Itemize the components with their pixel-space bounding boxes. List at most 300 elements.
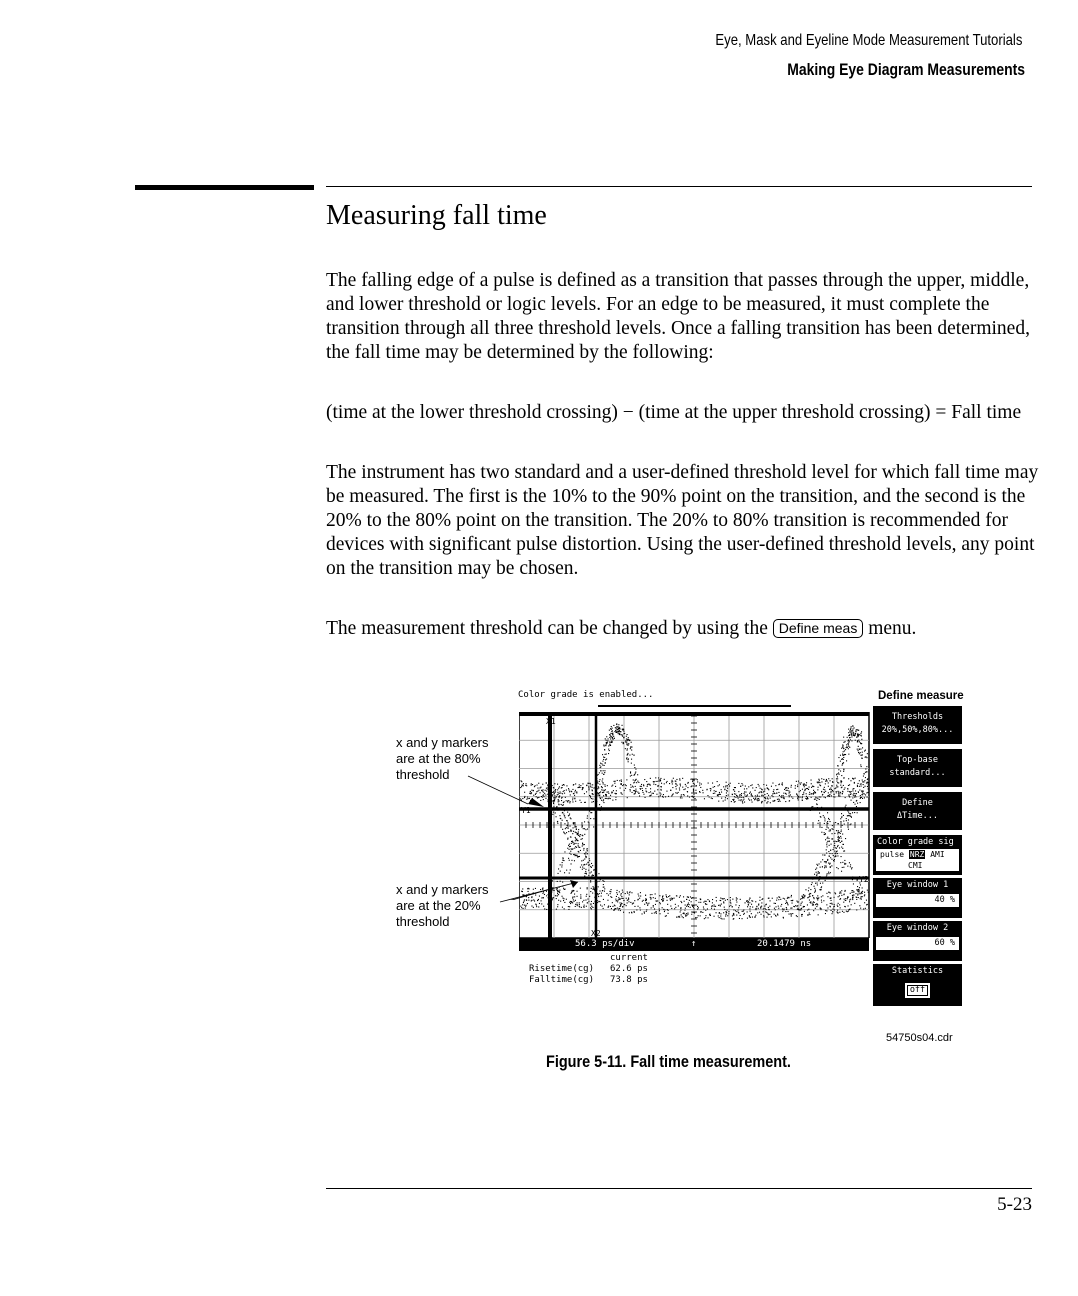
waveform-sample (579, 856, 580, 857)
waveform-sample (740, 794, 741, 795)
waveform-sample (562, 797, 563, 798)
waveform-sample (619, 780, 620, 781)
waveform-sample (618, 897, 619, 898)
waveform-sample (603, 790, 604, 791)
softkey-label: Color grade sig (877, 837, 954, 847)
waveform-sample (789, 793, 790, 794)
waveform-sample (756, 906, 757, 907)
waveform-sample (859, 734, 860, 735)
waveform-sample (616, 793, 617, 794)
waveform-sample (608, 906, 609, 907)
waveform-sample (553, 791, 554, 792)
waveform-sample (685, 908, 686, 909)
waveform-sample (854, 903, 855, 904)
waveform-sample (566, 832, 567, 833)
waveform-sample (611, 736, 612, 737)
waveform-sample (566, 800, 567, 801)
waveform-sample (603, 792, 604, 793)
waveform-sample (671, 781, 672, 782)
waveform-sample (862, 798, 863, 799)
waveform-sample (608, 791, 609, 792)
waveform-sample (835, 841, 836, 842)
waveform-sample (663, 898, 664, 899)
waveform-sample (836, 778, 837, 779)
waveform-sample (829, 794, 830, 795)
waveform-sample (619, 734, 620, 735)
waveform-sample (714, 793, 715, 794)
waveform-sample (804, 783, 805, 784)
waveform-sample (850, 866, 851, 867)
waveform-sample (833, 796, 834, 797)
waveform-sample (864, 894, 865, 895)
waveform-sample (635, 789, 636, 790)
waveform-sample (772, 898, 773, 899)
waveform-sample (865, 772, 866, 773)
waveform-sample (778, 906, 779, 907)
waveform-sample (740, 915, 741, 916)
waveform-sample (730, 902, 731, 903)
waveform-sample (653, 784, 654, 785)
waveform-sample (822, 866, 823, 867)
waveform-sample (862, 754, 863, 755)
waveform-sample (651, 795, 652, 796)
waveform-sample (589, 860, 590, 861)
waveform-sample (841, 847, 842, 848)
waveform-sample (846, 818, 847, 819)
waveform-sample (605, 745, 606, 746)
waveform-sample (623, 742, 624, 743)
waveform-sample (571, 860, 572, 861)
waveform-sample (847, 788, 848, 789)
waveform-sample (572, 842, 573, 843)
waveform-sample (836, 792, 837, 793)
waveform-sample (807, 915, 808, 916)
waveform-sample (696, 793, 697, 794)
waveform-sample (824, 865, 825, 866)
waveform-sample (690, 907, 691, 908)
waveform-sample (706, 901, 707, 902)
waveform-sample (557, 789, 558, 790)
waveform-sample (599, 772, 600, 773)
waveform-sample (631, 775, 632, 776)
waveform-sample (839, 899, 840, 900)
waveform-sample (578, 831, 579, 832)
waveform-sample (843, 748, 844, 749)
eye-window-2-softkey[interactable] (873, 921, 962, 961)
waveform-sample (747, 911, 748, 912)
waveform-sample (700, 915, 701, 916)
waveform-sample (832, 838, 833, 839)
option-nrz-selected[interactable]: NRZ (909, 850, 925, 859)
waveform-sample (851, 726, 852, 727)
waveform-sample (843, 778, 844, 779)
annotation-line: threshold (396, 914, 450, 929)
waveform-sample (748, 904, 749, 905)
waveform-sample (758, 908, 759, 909)
waveform-sample (741, 797, 742, 798)
waveform-sample (839, 847, 840, 848)
annotation-line: x and y markers (396, 882, 489, 897)
waveform-sample (844, 860, 845, 861)
waveform-sample (800, 905, 801, 906)
waveform-sample (850, 864, 851, 865)
waveform-sample (821, 900, 822, 901)
waveform-sample (828, 827, 829, 828)
waveform-sample (764, 917, 765, 918)
waveform-sample (662, 796, 663, 797)
waveform-sample (777, 789, 778, 790)
waveform-sample (866, 771, 867, 772)
waveform-sample (807, 798, 808, 799)
waveform-sample (845, 838, 846, 839)
waveform-sample (813, 901, 814, 902)
waveform-sample (832, 833, 833, 834)
waveform-sample (620, 899, 621, 900)
waveform-sample (852, 892, 853, 893)
waveform-sample (568, 815, 569, 816)
waveform-sample (687, 783, 688, 784)
waveform-sample (857, 803, 858, 804)
waveform-sample (847, 791, 848, 792)
waveform-sample (722, 918, 723, 919)
waveform-sample (828, 873, 829, 874)
waveform-sample (837, 906, 838, 907)
waveform-sample (628, 758, 629, 759)
waveform-sample (826, 893, 827, 894)
waveform-sample (838, 772, 839, 773)
waveform-sample (604, 772, 605, 773)
waveform-sample (681, 902, 682, 903)
waveform-sample (770, 798, 771, 799)
waveform-sample (853, 883, 854, 884)
waveform-sample (770, 900, 771, 901)
waveform-sample (847, 866, 848, 867)
thresholds-softkey[interactable] (873, 706, 962, 744)
waveform-sample (606, 759, 607, 760)
waveform-sample (694, 784, 695, 785)
waveform-sample (836, 785, 837, 786)
waveform-sample (846, 746, 847, 747)
waveform-sample (631, 763, 632, 764)
waveform-sample (796, 781, 797, 782)
waveform-sample (655, 784, 656, 785)
waveform-sample (777, 915, 778, 916)
waveform-sample (703, 907, 704, 908)
waveform-sample (791, 914, 792, 915)
waveform-sample (811, 793, 812, 794)
waveform-sample (855, 733, 856, 734)
waveform-sample (748, 798, 749, 799)
waveform-sample (860, 784, 861, 785)
waveform-sample (568, 845, 569, 846)
waveform-sample (580, 850, 581, 851)
waveform-sample (834, 851, 835, 852)
waveform-sample (848, 732, 849, 733)
waveform-sample (625, 748, 626, 749)
waveform-sample (589, 788, 590, 789)
waveform-sample (682, 787, 683, 788)
waveform-sample (680, 910, 681, 911)
waveform-sample (721, 789, 722, 790)
waveform-sample (686, 899, 687, 900)
waveform-sample (708, 917, 709, 918)
waveform-sample (846, 911, 847, 912)
waveform-sample (822, 794, 823, 795)
waveform-sample (839, 796, 840, 797)
color-grade-signal-softkey[interactable] (873, 835, 962, 875)
waveform-sample (615, 899, 616, 900)
waveform-sample (698, 907, 699, 908)
waveform-sample (616, 732, 617, 733)
waveform-sample (647, 904, 648, 905)
waveform-sample (630, 902, 631, 903)
waveform-sample (697, 909, 698, 910)
waveform-sample (767, 917, 768, 918)
waveform-sample (851, 740, 852, 741)
waveform-sample (831, 789, 832, 790)
option-ami[interactable]: AMI (930, 850, 945, 859)
waveform-sample (629, 892, 630, 893)
waveform-sample (650, 894, 651, 895)
waveform-sample (562, 805, 563, 806)
waveform-sample (860, 893, 861, 894)
waveform-sample (719, 905, 720, 906)
waveform-sample (855, 893, 856, 894)
waveform-sample (726, 914, 727, 915)
waveform-sample (611, 908, 612, 909)
waveform-sample (616, 896, 617, 897)
waveform-sample (798, 799, 799, 800)
waveform-sample (582, 826, 583, 827)
waveform-sample (760, 788, 761, 789)
waveform-sample (588, 786, 589, 787)
waveform-sample (736, 902, 737, 903)
waveform-sample (741, 793, 742, 794)
waveform-sample (609, 750, 610, 751)
waveform-sample (569, 814, 570, 815)
waveform-sample (778, 908, 779, 909)
waveform-sample (841, 831, 842, 832)
waveform-sample (860, 908, 861, 909)
annotation-line: are at the 20% (396, 898, 481, 913)
waveform-sample (681, 914, 682, 915)
waveform-sample (813, 794, 814, 795)
waveform-sample (572, 799, 573, 800)
waveform-sample (610, 795, 611, 796)
waveform-sample (826, 779, 827, 780)
waveform-sample (749, 908, 750, 909)
waveform-sample (641, 784, 642, 785)
waveform-sample (624, 790, 625, 791)
waveform-sample (586, 864, 587, 865)
waveform-sample (721, 792, 722, 793)
waveform-sample (733, 789, 734, 790)
waveform-sample (565, 828, 566, 829)
waveform-sample (768, 914, 769, 915)
waveform-sample (584, 834, 585, 835)
waveform-sample (773, 791, 774, 792)
option-pulse[interactable]: pulse (880, 850, 905, 859)
waveform-sample (561, 866, 562, 867)
waveform-sample (814, 791, 815, 792)
waveform-sample (735, 910, 736, 911)
waveform-sample (743, 914, 744, 915)
waveform-sample (857, 812, 858, 813)
waveform-sample (734, 787, 735, 788)
waveform-sample (837, 833, 838, 834)
waveform-sample (672, 781, 673, 782)
waveform-sample (615, 797, 616, 798)
waveform-sample (687, 914, 688, 915)
waveform-sample (693, 790, 694, 791)
waveform-sample (712, 783, 713, 784)
waveform-sample (680, 895, 681, 896)
top-base-softkey[interactable] (873, 749, 962, 787)
waveform-sample (758, 905, 759, 906)
waveform-sample (663, 909, 664, 910)
waveform-sample (730, 897, 731, 898)
waveform-sample (613, 790, 614, 791)
waveform-sample (750, 911, 751, 912)
waveform-sample (776, 906, 777, 907)
waveform-sample (607, 740, 608, 741)
waveform-sample (860, 797, 861, 798)
waveform-sample (727, 785, 728, 786)
waveform-sample (833, 855, 834, 856)
waveform-sample (699, 783, 700, 784)
waveform-sample (582, 783, 583, 784)
statistics-softkey[interactable] (873, 964, 962, 1006)
waveform-sample (574, 848, 575, 849)
waveform-sample (841, 759, 842, 760)
waveform-sample (831, 791, 832, 792)
waveform-sample (562, 865, 563, 866)
waveform-sample (867, 792, 868, 793)
waveform-sample (791, 908, 792, 909)
waveform-sample (791, 895, 792, 896)
waveform-sample (657, 786, 658, 787)
waveform-sample (841, 838, 842, 839)
waveform-sample (683, 789, 684, 790)
waveform-sample (662, 895, 663, 896)
waveform-sample (677, 785, 678, 786)
waveform-sample (804, 911, 805, 912)
waveform-sample (841, 775, 842, 776)
waveform-sample (830, 829, 831, 830)
waveform-sample (653, 897, 654, 898)
waveform-sample (680, 784, 681, 785)
waveform-sample (845, 754, 846, 755)
waveform-sample (716, 791, 717, 792)
waveform-sample (691, 898, 692, 899)
waveform-sample (698, 902, 699, 903)
waveform-sample (562, 860, 563, 861)
waveform-sample (580, 785, 581, 786)
waveform-sample (689, 797, 690, 798)
waveform-sample (613, 725, 614, 726)
waveform-sample (862, 887, 863, 888)
waveform-sample (573, 831, 574, 832)
waveform-sample (661, 786, 662, 787)
waveform-sample (568, 858, 569, 859)
waveform-sample (817, 865, 818, 866)
waveform-sample (752, 901, 753, 902)
waveform-sample (666, 897, 667, 898)
waveform-sample (626, 740, 627, 741)
waveform-sample (764, 797, 765, 798)
waveform-sample (830, 863, 831, 864)
waveform-sample (696, 900, 697, 901)
waveform-sample (804, 895, 805, 896)
waveform-sample (585, 869, 586, 870)
waveform-sample (775, 903, 776, 904)
waveform-sample (852, 797, 853, 798)
define-delta-time-softkey[interactable] (873, 792, 962, 830)
waveform-sample (583, 850, 584, 851)
waveform-sample (615, 799, 616, 800)
waveform-sample (725, 800, 726, 801)
waveform-sample (730, 900, 731, 901)
eye-window-1-softkey[interactable] (873, 878, 962, 918)
waveform-sample (841, 856, 842, 857)
annotation-line: x and y markers (396, 735, 489, 750)
waveform-sample (568, 800, 569, 801)
waveform-sample (838, 791, 839, 792)
waveform-sample (620, 904, 621, 905)
waveform-sample (856, 909, 857, 910)
waveform-sample (834, 859, 835, 860)
waveform-sample (848, 785, 849, 786)
waveform-sample (678, 905, 679, 906)
waveform-sample (839, 837, 840, 838)
measurement-column-header: current (610, 953, 648, 963)
waveform-sample (573, 823, 574, 824)
waveform-sample (624, 904, 625, 905)
waveform-sample (563, 814, 564, 815)
waveform-sample (650, 791, 651, 792)
waveform-sample (679, 780, 680, 781)
waveform-sample (831, 865, 832, 866)
waveform-sample (787, 898, 788, 899)
waveform-sample (696, 917, 697, 918)
option-cmi[interactable]: CMI (908, 861, 923, 870)
waveform-sample (602, 773, 603, 774)
waveform-sample (712, 899, 713, 900)
waveform-sample (602, 778, 603, 779)
waveform-sample (863, 793, 864, 794)
waveform-sample (749, 800, 750, 801)
waveform-sample (847, 911, 848, 912)
waveform-sample (690, 896, 691, 897)
waveform-sample (749, 916, 750, 917)
waveform-sample (782, 782, 783, 783)
waveform-sample (625, 788, 626, 789)
waveform-sample (749, 793, 750, 794)
waveform-sample (755, 798, 756, 799)
waveform-sample (681, 901, 682, 902)
waveform-sample (844, 789, 845, 790)
waveform-sample (573, 854, 574, 855)
section-title: Measuring fall time (326, 200, 547, 231)
waveform-sample (613, 739, 614, 740)
waveform-sample (738, 913, 739, 914)
waveform-sample (842, 793, 843, 794)
waveform-sample (625, 741, 626, 742)
waveform-sample (607, 785, 608, 786)
waveform-sample (616, 790, 617, 791)
waveform-sample (616, 726, 617, 727)
waveform-sample (817, 898, 818, 899)
